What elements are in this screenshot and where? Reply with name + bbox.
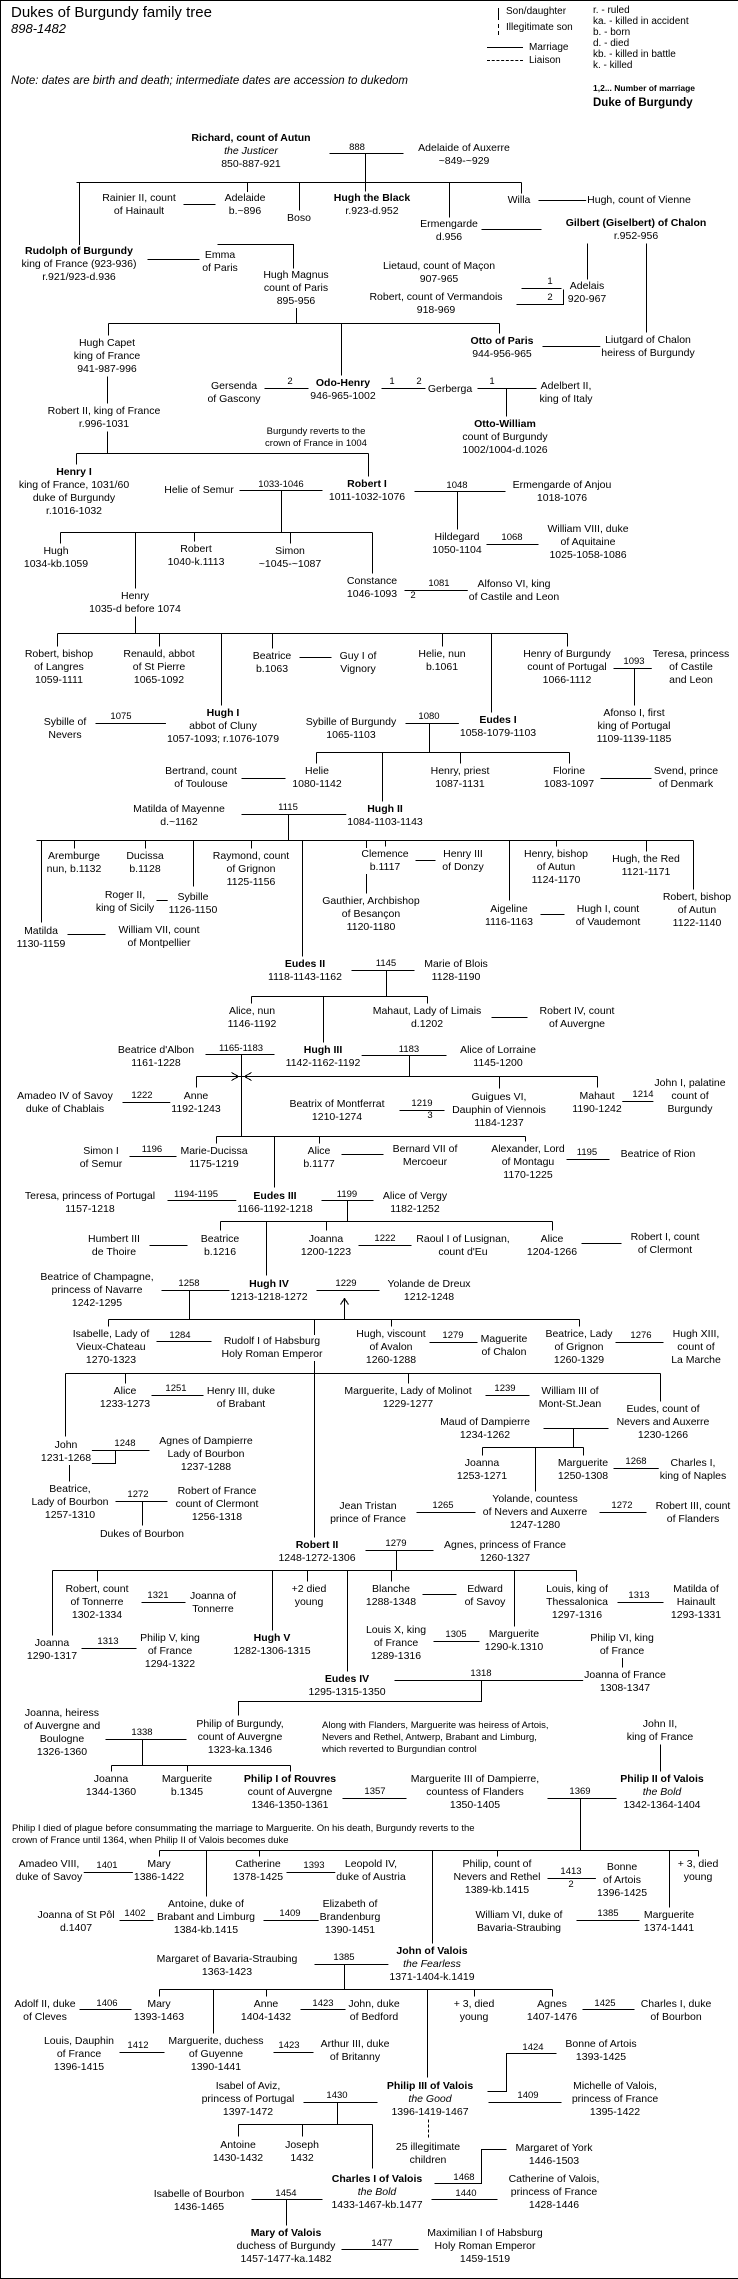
marriage-year-label: 1423 (312, 1998, 334, 2009)
person-node: Yolande, countess of Nevers and Auxerre 1247-1280 (482, 1493, 588, 1531)
person-node: Robert, count of Tonnerre 1302-1334 (65, 1583, 129, 1621)
person-node: Eudes, count of Nevers and Auxerre 1230-1266 (616, 1403, 710, 1441)
marriage-year-label: 1424 (522, 2042, 544, 2053)
person-node: Constance 1046-1093 (346, 575, 398, 600)
person-node: Robert, bishop of Autun 1122-1140 (662, 891, 732, 929)
person-node: Beatrice b.1216 (200, 1233, 240, 1258)
marriage-year-label: 1279 (385, 1538, 407, 1549)
marriage-year-label: 1 (389, 376, 395, 387)
person-node: Guy I of Vignory (339, 650, 377, 675)
person-node: John I, palatine count of Burgundy (654, 1077, 726, 1115)
person-node: Svend, prince of Denmark (653, 765, 719, 790)
person-node: Louis X, king of France 1289-1316 (365, 1624, 427, 1662)
page-title: Dukes of Burgundy family tree (11, 4, 212, 21)
person-node: Arthur III, duke of Britanny (320, 2038, 390, 2063)
person-node: Michelle of Valois, princess of France 1395-1422 (571, 2080, 659, 2118)
person-node: Antoine, duke of Brabant and Limburg 1384-kb.1415 (156, 1898, 256, 1936)
person-node: Otto-William count of Burgundy 1002/1004-d.1026 (462, 418, 548, 456)
person-node: Charles I, duke of Bourbon (640, 1998, 712, 2023)
legend-marriage-number-note: 1,2... Number of marriage (593, 83, 696, 93)
marriage-year-label: 1313 (628, 1590, 650, 1601)
person-node: Beatrice d'Albon 1161-1228 (117, 1044, 195, 1069)
family-line (517, 290, 564, 305)
marriage-line-icon (487, 47, 523, 48)
marriage-year-label: 1 (547, 276, 553, 287)
marriage-year-label: 1222 (374, 1233, 396, 1244)
person-node: Clemence b.1117 (361, 848, 409, 873)
person-node: Marguerite 1250-1308 (557, 1457, 609, 1482)
marriage-year-label: 1251 (165, 1383, 187, 1394)
marriage-year-label: 1265 (432, 1500, 454, 1511)
person-node: Adelais 920-967 (567, 280, 607, 305)
marriage-year-label: 1268 (625, 1456, 647, 1467)
person-node: Helie of Semur (164, 484, 234, 496)
person-node: Marie-Ducissa 1175-1219 (180, 1145, 248, 1170)
person-node: Robert II 1248-1272-1306 (278, 1539, 356, 1564)
person-node: Emma of Paris (202, 249, 238, 274)
marriage-year-label: 1318 (470, 1668, 492, 1679)
person-node: Philip III of Valois the Good 1396-1419-1467 (386, 2080, 474, 2118)
marriage-year-label: 1409 (279, 1908, 301, 1919)
person-node: Hugh I abbot of Cluny 1057-1093; r.1076-1079 (166, 707, 280, 745)
person-node: Hugh Capet king of France 941-987-996 (73, 337, 141, 375)
person-node: Simon I of Semur (79, 1145, 123, 1170)
person-node: Robert II, king of France r.996-1031 (47, 405, 161, 430)
person-node: Marguerite, duchess of Guyenne 1390-1441 (168, 2035, 264, 2073)
marriage-year-label: 1279 (442, 1330, 464, 1341)
person-node: Amadeo VIII, duke of Savoy (15, 1858, 83, 1883)
person-node: Helie 1080-1142 (292, 765, 342, 790)
person-node: Louis, king of Thessalonica 1297-1316 (546, 1583, 608, 1621)
person-node: Alice b.1177 (303, 1145, 335, 1170)
marriage-year-label: 1393 (303, 1860, 325, 1871)
illegitimate-line-icon (498, 24, 499, 28)
person-node: Odo-Henry 946-965-1002 (310, 377, 376, 402)
dates-note: Note: dates are birth and death; intermediate dates are accession to dukedom (11, 75, 408, 87)
person-node: John 1231-1268 (40, 1439, 92, 1464)
marriage-year-label: 2 (568, 1879, 574, 1890)
marriage-year-label: 1385 (333, 1952, 355, 1963)
legend-abbreviation: ka. - killed in accident (593, 16, 689, 27)
family-line (488, 2054, 557, 2092)
note-burgundy-reverts-1004: Burgundy reverts to the crown of France in 1004 (265, 426, 367, 449)
person-node: Hugh, viscount of Avalon 1260-1288 (356, 1328, 426, 1366)
person-node: Aremburge nun, b.1132 (46, 850, 102, 875)
marriage-year-label: 1219 (411, 1098, 433, 1109)
person-node: Liutgard of Chalon heiress of Burgundy (601, 334, 695, 359)
person-node: Willa (507, 194, 531, 206)
person-node: Bernard VII of Mercoeur (392, 1143, 458, 1168)
person-node: Antoine 1430-1432 (212, 2139, 264, 2164)
marriage-year-label: 2 (287, 376, 293, 387)
marriage-year-label: 1194-1195 (173, 1189, 219, 1200)
person-node: Maximilian I of Habsburg Holy Roman Emperor 1459-1519 (427, 2227, 543, 2265)
person-node: Alice 1204-1266 (526, 1233, 578, 1258)
person-node: Hugh, count of Vienne (587, 194, 691, 206)
marriage-year-label: 1276 (630, 1330, 652, 1341)
person-node: Yolande de Dreux 1212-1248 (387, 1278, 471, 1303)
note-philip-plague: Philip I died of plague before consummating the marriage to Marguerite. On his death, Burgundy reverts to the crown of France until 1364, when Philip II of Valois becomes duke (12, 1823, 475, 1846)
person-node: 25 illegitimate children (395, 2141, 461, 2166)
person-node: Adolf II, duke of Cleves (14, 1998, 76, 2023)
legend-symbol-label: Liaison (529, 55, 561, 66)
person-node: Bonne of Artois 1396-1425 (596, 1861, 648, 1899)
person-node: Joanna 1200-1223 (300, 1233, 352, 1258)
person-node: Mahaut, Lady of Limais d.1202 (372, 1005, 482, 1030)
person-node: Alfonso VI, king of Castile and Leon (468, 578, 560, 603)
person-node: Humbert III de Thoire (88, 1233, 140, 1258)
marriage-year-label: 1145 (375, 958, 397, 969)
person-node: Margaret of Bavaria-Straubing 1363-1423 (156, 1953, 298, 1978)
person-node: Marguerite b.1345 (161, 1773, 213, 1798)
person-node: Teresa, princess of Portugal 1157-1218 (24, 1190, 156, 1215)
person-node: Robert of France count of Clermont 1256-1318 (175, 1485, 259, 1523)
person-node: + 3, died young (453, 1998, 495, 2023)
marriage-year-label: 1075 (110, 711, 132, 722)
son-daughter-line-icon (498, 8, 499, 20)
person-node: Eudes III 1166-1192-1218 (237, 1190, 313, 1215)
person-node: Philip II of Valois the Bold 1342-1364-1404 (620, 1773, 704, 1811)
person-node: Eudes I 1058-1079-1103 (459, 714, 537, 739)
marriage-year-label: 1313 (97, 1636, 119, 1647)
person-node: Elizabeth of Brandenburg 1390-1451 (319, 1898, 381, 1936)
person-node: Ermengarde d.956 (420, 218, 478, 243)
person-node: Gersenda of Gascony (207, 380, 261, 405)
marriage-year-label: 1468 (453, 2172, 475, 2183)
person-node: Alice, nun 1146-1192 (227, 1005, 277, 1030)
person-node: Helie, nun b.1061 (418, 648, 466, 673)
marriage-year-label: 1115 (278, 802, 298, 813)
person-node: Alexander, Lord of Montagu 1170-1225 (491, 1143, 565, 1181)
person-node: Gerberga (427, 383, 473, 395)
dukes-of-bourbon: Dukes of Bourbon (99, 1528, 185, 1540)
person-node: Ducissa b.1128 (126, 850, 164, 875)
marriage-year-label: 1272 (611, 1500, 633, 1511)
person-node: Matilda 1130-1159 (16, 925, 66, 950)
person-node: Charles I of Valois the Bold 1433-1467-kb.1477 (331, 2173, 423, 2211)
person-node: Hugh XIII, count of La Marche (671, 1328, 721, 1366)
marriage-year-label: 1048 (446, 480, 468, 491)
person-node: William III of Mont-St.Jean (538, 1385, 602, 1410)
person-node: Henry III of Donzy (442, 848, 484, 873)
person-node: Joanna 1253-1271 (456, 1457, 508, 1482)
marriage-year-label: 1 (489, 376, 495, 387)
person-node: Ermengarde of Anjou 1018-1076 (512, 479, 612, 504)
person-node: Raymond, count of Grignon 1125-1156 (212, 850, 290, 888)
person-node: Roger II, king of Sicily (95, 889, 155, 914)
person-node: Joanna of France 1308-1347 (584, 1669, 666, 1694)
marriage-year-label: 2 (416, 376, 422, 387)
person-node: Hugh II 1084-1103-1143 (347, 803, 423, 828)
marriage-year-label: 1369 (569, 1786, 591, 1797)
person-node: Anne 1404-1432 (240, 1998, 292, 2023)
person-node: William VII, count of Montpellier (118, 924, 200, 949)
person-node: Otto of Paris 944-956-965 (470, 335, 534, 360)
person-node: Matilda of Mayenne d.~1162 (133, 803, 225, 828)
person-node: Bonne of Artois 1393-1425 (565, 2038, 637, 2063)
person-node: John of Valois the Fearless 1371-1404-k.1419 (389, 1945, 475, 1983)
person-node: Henry of Burgundy count of Portugal 1066-1112 (523, 648, 611, 686)
marriage-year-label: 1425 (594, 1998, 616, 2009)
person-node: Robert IV, count of Auvergne (539, 1005, 615, 1030)
person-node: Philip, count of Nevers and Rethel 1389-kb.1415 (453, 1858, 541, 1896)
marriage-year-label: 1229 (335, 1278, 357, 1289)
marriage-year-label: 1222 (131, 1090, 153, 1101)
person-node: Simon ~1045-~1087 (258, 545, 322, 570)
marriage-year-label: 1080 (418, 711, 440, 722)
legend-abbreviation: d. - died (593, 38, 630, 49)
marriage-year-label: 1239 (494, 1383, 516, 1394)
person-node: Isabelle of Bourbon 1436-1465 (153, 2188, 245, 2213)
marriage-year-label: 1321 (147, 1590, 169, 1601)
person-node: Isabelle, Lady of Vieux-Chateau 1270-1323 (72, 1328, 150, 1366)
marriage-year-label: 1357 (364, 1786, 386, 1797)
marriage-year-label: 3 (427, 1110, 433, 1121)
person-node: Philip V, king of France 1294-1322 (140, 1632, 200, 1670)
marriage-year-label: 1196 (141, 1144, 163, 1155)
marriage-year-label: 1272 (127, 1489, 149, 1500)
person-node: Maguerite of Chalon (480, 1333, 528, 1358)
person-node: Robert I, count of Clermont (630, 1231, 700, 1256)
person-node: Mary 1393-1463 (133, 1998, 185, 2023)
liaison-line-icon (487, 60, 523, 61)
person-node: Robert 1040-k.1113 (167, 543, 225, 568)
person-node: Mahaut 1190-1242 (572, 1090, 622, 1115)
person-node: John II, king of France (626, 1718, 694, 1743)
person-node: Teresa, princess of Castile and Leon (652, 648, 730, 686)
person-node: Beatrice, Lady of Bourbon 1257-1310 (31, 1483, 109, 1521)
legend-abbreviation: kb. - killed in battle (593, 49, 676, 60)
person-node: Eudes II 1118-1143-1162 (268, 958, 342, 983)
legend-duke-of-burgundy: Duke of Burgundy (593, 97, 693, 109)
illegitimate-line-icon (498, 31, 499, 35)
person-node: Maud of Dampierre 1234-1262 (440, 1416, 530, 1441)
person-node: Anne 1192-1243 (171, 1090, 221, 1115)
person-node: Hugh the Black r.923-d.952 (333, 192, 411, 217)
person-node: Mary of Valois duchess of Burgundy 1457-1477-ka.1482 (236, 2227, 336, 2265)
marriage-year-label: 1214 (632, 1089, 654, 1100)
marriage-year-label: 1406 (96, 1998, 118, 2009)
person-node: Florine 1083-1097 (543, 765, 595, 790)
person-node: Edward of Savoy (464, 1583, 506, 1608)
person-node: Marguerite, Lady of Molinot 1229-1277 (344, 1385, 472, 1410)
person-node: Eudes IV 1295-1315-1350 (308, 1673, 386, 1698)
person-node: John, duke of Bedford (348, 1998, 400, 2023)
person-node: Robert, count of Vermandois 918-969 (369, 291, 503, 316)
person-node: Gilbert (Giselbert) of Chalon r.952-956 (565, 217, 707, 242)
person-node: Robert III, count of Flanders (655, 1500, 731, 1525)
marriage-year-label: 1454 (275, 2188, 297, 2199)
marriage-year-label: 1093 (623, 656, 645, 667)
person-node: Henry 1035-d before 1074 (89, 590, 181, 615)
person-node: Isabel of Aviz, princess of Portugal 1397-1472 (201, 2080, 295, 2118)
person-node: Henry, bishop of Autun 1124-1170 (523, 848, 589, 886)
marriage-year-label: 1430 (326, 2090, 348, 2101)
person-node: Mary 1386-1422 (133, 1858, 185, 1883)
person-node: Renauld, abbot of St Pierre 1065-1092 (123, 648, 195, 686)
person-node: Beatrice of Champagne, princess of Navarre 1242-1295 (40, 1271, 154, 1309)
person-node: Beatrice b.1063 (252, 650, 292, 675)
person-node: Henry III, duke of Brabant (206, 1385, 276, 1410)
marriage-year-label: 888 (349, 142, 365, 153)
person-node: Henry I king of France, 1031/60 duke of Burgundy r.1016-1032 (18, 466, 130, 517)
person-node: Charles I, king of Naples (659, 1457, 727, 1482)
marriage-year-label: 1033-1046 (258, 479, 304, 490)
person-node: Joseph 1432 (285, 2139, 319, 2164)
legend-symbol-label: Illegitimate son (506, 22, 573, 33)
person-node: Joanna 1344-1360 (85, 1773, 137, 1798)
person-node: Alice of Vergy 1182-1252 (382, 1190, 448, 1215)
person-node: Joanna, heiress of Auvergne and Boulogne 1326-1360 (23, 1707, 101, 1758)
marriage-year-label: 1423 (278, 2040, 300, 2051)
marriage-year-label: 1385 (597, 1908, 619, 1919)
person-node: Aigeline 1116-1163 (485, 903, 533, 928)
note-flanders-heiress: Along with Flanders, Marguerite was heiress of Artois, Nevers and Rethel, Antwerp, Brabant and Limburg, which reverted to Burgundian control (322, 1720, 549, 1755)
marriage-year-label: 1305 (445, 1629, 467, 1640)
person-node: Agnes 1407-1476 (526, 1998, 578, 2023)
person-node: Adelaide b.~896 (224, 192, 266, 217)
person-node: Agnes of Dampierre Lady of Bourbon 1237-1288 (159, 1435, 253, 1473)
page-subtitle: 898-1482 (11, 21, 66, 36)
marriage-year-label: 2 (410, 590, 416, 601)
legend-abbreviation: r. - ruled (593, 5, 630, 16)
person-node: Hugh, the Red 1121-1171 (612, 853, 680, 878)
marriage-year-label: 1248 (114, 1438, 136, 1449)
person-node: Rainier II, count of Hainault (102, 192, 176, 217)
person-node: Afonso I, first king of Portugal 1109-1139-1185 (596, 707, 672, 745)
person-node: Lietaud, count of Maçon 907-965 (382, 260, 496, 285)
person-node: Louis, Dauphin of France 1396-1415 (43, 2035, 115, 2073)
person-node: Blanche 1288-1348 (365, 1583, 417, 1608)
person-node: Marguerite 1290-k.1310 (484, 1628, 544, 1653)
person-node: Rudolph of Burgundy king of France (923-936) r.921/923-d.936 (21, 245, 137, 283)
marriage-year-label: 1412 (127, 2040, 149, 2051)
person-node: Adelbert II, king of Italy (539, 380, 593, 405)
marriage-year-label: 1199 (336, 1189, 358, 1200)
person-node: William VI, duke of Bavaria-Straubing (475, 1909, 563, 1934)
person-node: Guigues VI, Dauphin of Viennois 1184-1237 (452, 1091, 546, 1129)
person-node: Sybille of Nevers (43, 716, 87, 741)
marriage-year-label: 1183 (398, 1044, 420, 1055)
person-node: Leopold IV, duke of Austria (336, 1858, 406, 1883)
marriage-year-label: 1258 (178, 1278, 200, 1289)
legend-symbol-label: Son/daughter (506, 6, 567, 17)
legend-abbreviation: k. - killed (593, 60, 633, 71)
person-node: Alice 1233-1273 (99, 1385, 151, 1410)
person-node: Robert I 1011-1032-1076 (328, 478, 406, 503)
person-node: Alice of Lorraine 1145-1200 (460, 1044, 536, 1069)
person-node: Catherine 1378-1425 (232, 1858, 284, 1883)
marriage-year-label: 1401 (96, 1860, 118, 1871)
person-node: Gauthier, Archbishop of Besançon 1120-1180 (322, 895, 420, 933)
marriage-year-label: 1338 (131, 1727, 153, 1738)
person-node: Philip of Burgundy, count of Auvergne 1323-ka.1346 (196, 1718, 284, 1756)
person-node: Joanna of Tonnerre (189, 1590, 237, 1615)
person-node: Matilda of Hainault 1293-1331 (670, 1583, 722, 1621)
person-node: +2 died young (291, 1583, 327, 1608)
person-node: Agnes, princess of France 1260-1327 (444, 1539, 566, 1564)
person-node: Marguerite 1374-1441 (643, 1909, 695, 1934)
person-node: Robert, bishop of Langres 1059-1111 (24, 648, 94, 686)
marriage-year-label: 2 (547, 292, 553, 303)
marriage-year-label: 1409 (517, 2090, 539, 2101)
person-node: Adelaide of Auxerre ~849-~929 (418, 142, 510, 167)
person-node: Beatrix of Montferrat 1210-1274 (289, 1098, 385, 1123)
person-node: Boso (287, 212, 311, 224)
marriage-year-label: 1477 (371, 2238, 393, 2249)
person-node: Margaret of York 1446-1503 (515, 2142, 593, 2167)
person-node: Philip I of Rouvres count of Auvergne 1346-1350-1361 (243, 1773, 337, 1811)
legend-abbreviation: b. - born (593, 27, 631, 38)
marriage-year-label: 1284 (169, 1330, 191, 1341)
person-node: Marie of Blois 1128-1190 (424, 958, 488, 983)
person-node: Amadeo IV of Savoy duke of Chablais (17, 1090, 113, 1115)
person-node: Catherine of Valois, princess of France 1428-1446 (508, 2173, 600, 2211)
person-node: Hugh 1034-kb.1059 (23, 545, 89, 570)
person-node: Beatrice, Lady of Grignon 1260-1329 (545, 1328, 613, 1366)
legend-symbol-label: Marriage (529, 42, 569, 53)
person-node: Hugh IV 1213-1218-1272 (230, 1278, 308, 1303)
person-node: William VIII, duke of Aquitaine 1025-1058-1086 (547, 523, 629, 561)
person-node: Philip VI, king of France (590, 1632, 654, 1657)
person-node: Hugh V 1282-1306-1315 (233, 1632, 311, 1657)
person-node: Richard, count of Autun the Justicer 850-887-921 (191, 132, 311, 170)
marriage-year-label: 1081 (428, 578, 450, 589)
marriage-year-label: 1440 (455, 2188, 477, 2199)
marriage-year-label: 1402 (124, 1908, 146, 1919)
person-node: + 3, died young (677, 1858, 719, 1883)
person-node: Hildegard 1050-1104 (432, 531, 482, 556)
marriage-year-label: 1195 (576, 1147, 598, 1158)
person-node: Beatrice of Rion (620, 1148, 696, 1160)
person-node: Hugh III 1142-1162-1192 (285, 1044, 361, 1069)
person-node: Henry, priest 1087-1131 (430, 765, 490, 790)
person-node: Sybille of Burgundy 1065-1103 (305, 716, 397, 741)
person-node: Rudolf I of Habsburg Holy Roman Emperor (221, 1335, 323, 1360)
person-node: Joanna 1290-1317 (26, 1637, 78, 1662)
marriage-year-label: 1413 (560, 1866, 582, 1877)
person-node: Sybille 1126-1150 (168, 891, 218, 916)
person-node: Hugh Magnus count of Paris 895-956 (263, 269, 329, 307)
person-node: Hugh I, count of Vaudemont (575, 903, 641, 928)
person-node: Bertrand, count of Toulouse (165, 765, 237, 790)
person-node: Raoul I of Lusignan, count d'Eu (416, 1233, 510, 1258)
person-node: Marguerite III of Dampierre, countess of Flanders 1350-1405 (410, 1773, 540, 1811)
person-node: Joanna of St Pôl d.1407 (37, 1909, 115, 1934)
marriage-year-label: 1068 (501, 532, 523, 543)
marriage-year-label: 1165-1183 (218, 1043, 264, 1054)
person-node: Jean Tristan prince of France (330, 1500, 406, 1525)
